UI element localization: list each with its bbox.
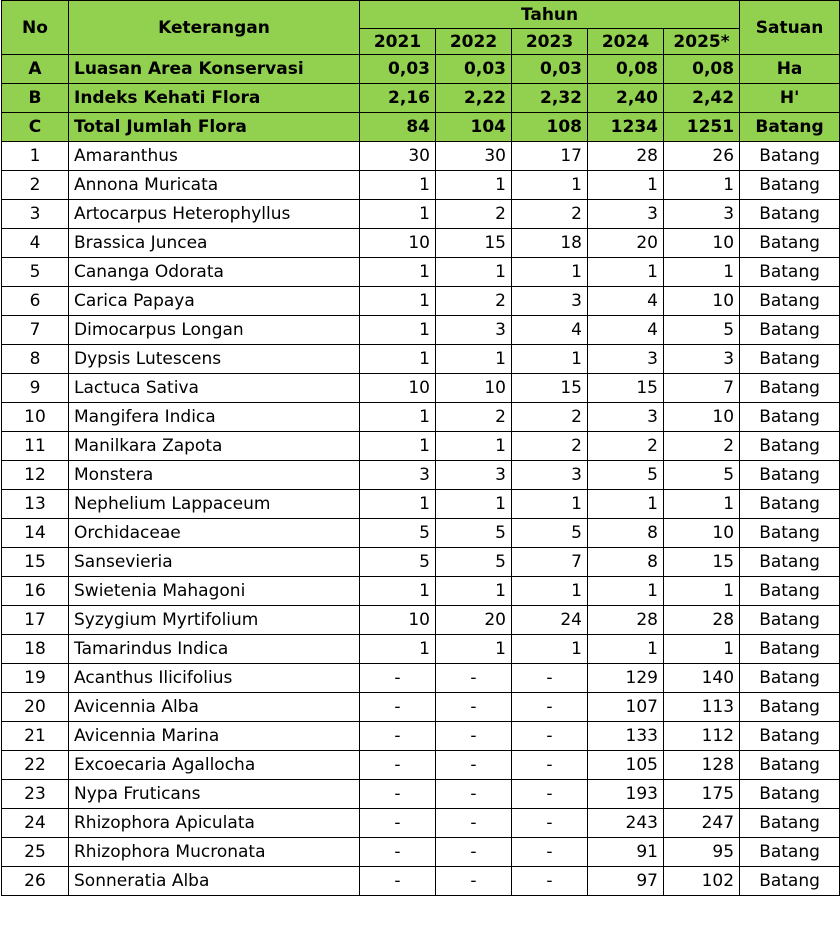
row-description: Nephelium Lappaceum (69, 490, 360, 519)
row-value: - (360, 780, 436, 809)
row-description: Sonneratia Alba (69, 867, 360, 896)
row-value: - (360, 867, 436, 896)
row-value: 10 (664, 403, 740, 432)
row-value: 3 (664, 200, 740, 229)
row-value: 1 (360, 287, 436, 316)
row-unit: Batang (740, 403, 840, 432)
row-value: 5 (664, 316, 740, 345)
flora-table (1, 0, 840, 896)
row-value: 30 (436, 142, 512, 171)
row-value: 26 (664, 142, 740, 171)
row-value: 1 (436, 635, 512, 664)
row-number: 20 (2, 693, 69, 722)
row-unit: Batang (740, 548, 840, 577)
row-value: 1 (360, 345, 436, 374)
row-value: 8 (588, 548, 664, 577)
row-value: 1 (436, 432, 512, 461)
row-number: 18 (2, 635, 69, 664)
species-body (2, 142, 840, 896)
row-value: 1 (588, 577, 664, 606)
row-unit: Batang (740, 693, 840, 722)
table-row (2, 461, 840, 490)
row-value: - (436, 693, 512, 722)
row-description: Syzygium Myrtifolium (69, 606, 360, 635)
row-value: 0,03 (360, 55, 436, 84)
row-value: 5 (436, 548, 512, 577)
row-unit: Batang (740, 606, 840, 635)
table-row (2, 142, 840, 171)
row-value: 1 (360, 635, 436, 664)
row-value: 5 (512, 519, 588, 548)
row-description: Dimocarpus Longan (69, 316, 360, 345)
row-value: - (436, 780, 512, 809)
row-description: Total Jumlah Flora (69, 113, 360, 142)
row-value: 1 (664, 635, 740, 664)
row-value: - (512, 867, 588, 896)
header-no: No (2, 1, 69, 55)
row-unit: Batang (740, 780, 840, 809)
row-value: 2 (436, 287, 512, 316)
row-value: 4 (588, 287, 664, 316)
header-keterangan: Keterangan (69, 1, 360, 55)
row-number: 15 (2, 548, 69, 577)
row-number: 2 (2, 171, 69, 200)
row-number: 8 (2, 345, 69, 374)
row-description: Indeks Kehati Flora (69, 84, 360, 113)
row-description: Amaranthus (69, 142, 360, 171)
row-unit: Batang (740, 200, 840, 229)
row-unit: Batang (740, 345, 840, 374)
row-value: 2 (512, 200, 588, 229)
table-row (2, 548, 840, 577)
row-value: 1 (360, 316, 436, 345)
row-unit: Batang (740, 751, 840, 780)
row-number: 21 (2, 722, 69, 751)
row-value: 1 (588, 171, 664, 200)
row-value: 5 (436, 519, 512, 548)
row-value: - (512, 664, 588, 693)
row-value: 1 (360, 577, 436, 606)
row-description: Brassica Juncea (69, 229, 360, 258)
row-value: 2,42 (664, 84, 740, 113)
row-description: Sansevieria (69, 548, 360, 577)
row-value: - (436, 664, 512, 693)
table-row (2, 635, 840, 664)
table-row (2, 577, 840, 606)
row-value: 15 (664, 548, 740, 577)
row-value: 112 (664, 722, 740, 751)
row-value: 113 (664, 693, 740, 722)
row-value: 3 (588, 200, 664, 229)
row-value: 5 (360, 519, 436, 548)
row-unit: Batang (740, 316, 840, 345)
row-value: 2 (664, 432, 740, 461)
row-unit: Batang (740, 113, 840, 142)
row-description: Rhizophora Apiculata (69, 809, 360, 838)
table-row (2, 693, 840, 722)
table-row (2, 519, 840, 548)
row-value: 28 (588, 606, 664, 635)
row-value: 15 (588, 374, 664, 403)
row-unit: Batang (740, 519, 840, 548)
row-value: 243 (588, 809, 664, 838)
row-value: 247 (664, 809, 740, 838)
table-row (2, 345, 840, 374)
row-value: 97 (588, 867, 664, 896)
table-row (2, 374, 840, 403)
row-unit: Batang (740, 171, 840, 200)
row-value: 3 (512, 461, 588, 490)
row-value: 1 (436, 345, 512, 374)
row-value: 7 (512, 548, 588, 577)
table-row (2, 490, 840, 519)
row-number: 4 (2, 229, 69, 258)
row-value: 18 (512, 229, 588, 258)
table-row (2, 838, 840, 867)
row-value: 129 (588, 664, 664, 693)
table-row (2, 722, 840, 751)
row-unit: Batang (740, 432, 840, 461)
row-value: 0,03 (512, 55, 588, 84)
row-description: Swietenia Mahagoni (69, 577, 360, 606)
row-value: 1 (588, 490, 664, 519)
table-row (2, 171, 840, 200)
row-value: 1 (664, 171, 740, 200)
row-description: Excoecaria Agallocha (69, 751, 360, 780)
row-number: 13 (2, 490, 69, 519)
row-value: 4 (588, 316, 664, 345)
row-value: 1 (360, 258, 436, 287)
row-number: 19 (2, 664, 69, 693)
row-value: 1 (664, 258, 740, 287)
row-description: Cananga Odorata (69, 258, 360, 287)
row-value: 1 (664, 577, 740, 606)
table-row (2, 809, 840, 838)
row-value: 1 (360, 200, 436, 229)
row-value: - (512, 780, 588, 809)
row-value: 1234 (588, 113, 664, 142)
header-year-2024: 2024 (588, 29, 664, 55)
row-number: 23 (2, 780, 69, 809)
row-value: 102 (664, 867, 740, 896)
row-value: - (360, 722, 436, 751)
row-value: 15 (512, 374, 588, 403)
row-value: 15 (436, 229, 512, 258)
row-value: 2,32 (512, 84, 588, 113)
row-value: 10 (360, 229, 436, 258)
row-unit: Batang (740, 229, 840, 258)
header-satuan: Satuan (740, 1, 840, 55)
table-row (2, 258, 840, 287)
row-number: A (2, 55, 69, 84)
row-value: 1 (436, 490, 512, 519)
row-value: - (436, 867, 512, 896)
row-unit: Batang (740, 635, 840, 664)
row-number: 1 (2, 142, 69, 171)
row-value: - (436, 751, 512, 780)
row-value: 95 (664, 838, 740, 867)
row-value: 7 (664, 374, 740, 403)
row-value: 2,22 (436, 84, 512, 113)
row-description: Mangifera Indica (69, 403, 360, 432)
row-value: 0,08 (588, 55, 664, 84)
row-value: 2 (436, 200, 512, 229)
row-value: - (360, 751, 436, 780)
row-value: 3 (436, 316, 512, 345)
row-description: Monstera (69, 461, 360, 490)
row-value: - (512, 809, 588, 838)
table-row (2, 780, 840, 809)
row-value: 1 (512, 577, 588, 606)
table-row (2, 229, 840, 258)
header-tahun: Tahun (360, 1, 740, 29)
row-value: - (512, 722, 588, 751)
row-unit: Batang (740, 664, 840, 693)
row-unit: Batang (740, 287, 840, 316)
row-number: 6 (2, 287, 69, 316)
row-value: 1 (360, 403, 436, 432)
row-description: Orchidaceae (69, 519, 360, 548)
row-value: - (360, 664, 436, 693)
row-value: 2 (436, 403, 512, 432)
table-row (2, 606, 840, 635)
table-row (2, 664, 840, 693)
row-value: 10 (436, 374, 512, 403)
row-number: 25 (2, 838, 69, 867)
row-number: B (2, 84, 69, 113)
row-value: - (512, 693, 588, 722)
row-value: 193 (588, 780, 664, 809)
row-value: 2 (588, 432, 664, 461)
row-value: 30 (360, 142, 436, 171)
row-value: 2 (512, 432, 588, 461)
row-value: 1 (588, 258, 664, 287)
row-number: 10 (2, 403, 69, 432)
summary-row (2, 113, 840, 142)
row-value: 3 (436, 461, 512, 490)
header-year-2023: 2023 (512, 29, 588, 55)
row-number: 24 (2, 809, 69, 838)
row-value: 175 (664, 780, 740, 809)
row-unit: Batang (740, 461, 840, 490)
row-value: - (436, 809, 512, 838)
row-description: Artocarpus Heterophyllus (69, 200, 360, 229)
row-value: 1 (512, 345, 588, 374)
row-value: 2 (512, 403, 588, 432)
row-value: 108 (512, 113, 588, 142)
row-value: 20 (588, 229, 664, 258)
summary-row (2, 55, 840, 84)
row-number: 12 (2, 461, 69, 490)
row-value: 1251 (664, 113, 740, 142)
row-value: - (512, 838, 588, 867)
row-value: 0,08 (664, 55, 740, 84)
row-unit: Batang (740, 142, 840, 171)
row-value: 1 (588, 635, 664, 664)
summary-body (2, 55, 840, 142)
row-value: 107 (588, 693, 664, 722)
row-value: 3 (360, 461, 436, 490)
row-value: 10 (360, 374, 436, 403)
row-value: 1 (436, 171, 512, 200)
row-value: 1 (360, 432, 436, 461)
row-unit: H' (740, 84, 840, 113)
row-description: Avicennia Marina (69, 722, 360, 751)
row-unit: Batang (740, 809, 840, 838)
table-row (2, 287, 840, 316)
row-value: - (360, 809, 436, 838)
table-header (2, 1, 840, 55)
row-value: - (360, 693, 436, 722)
row-value: - (436, 722, 512, 751)
row-value: 5 (588, 461, 664, 490)
row-value: 20 (436, 606, 512, 635)
row-value: - (512, 751, 588, 780)
row-description: Nypa Fruticans (69, 780, 360, 809)
row-number: 11 (2, 432, 69, 461)
row-value: 1 (512, 258, 588, 287)
row-description: Luasan Area Konservasi (69, 55, 360, 84)
row-value: 2,40 (588, 84, 664, 113)
row-value: 133 (588, 722, 664, 751)
row-unit: Batang (740, 374, 840, 403)
row-number: 9 (2, 374, 69, 403)
table-row (2, 867, 840, 896)
row-number: 14 (2, 519, 69, 548)
table-row (2, 403, 840, 432)
row-value: 28 (588, 142, 664, 171)
table-row (2, 432, 840, 461)
row-value: 1 (512, 635, 588, 664)
row-description: Lactuca Sativa (69, 374, 360, 403)
row-value: 1 (360, 490, 436, 519)
row-value: 10 (664, 229, 740, 258)
row-description: Avicennia Alba (69, 693, 360, 722)
row-value: 10 (664, 287, 740, 316)
row-value: 140 (664, 664, 740, 693)
row-value: 3 (588, 403, 664, 432)
row-number: 3 (2, 200, 69, 229)
row-description: Rhizophora Mucronata (69, 838, 360, 867)
row-value: 91 (588, 838, 664, 867)
row-value: 1 (512, 171, 588, 200)
row-number: 7 (2, 316, 69, 345)
row-description: Annona Muricata (69, 171, 360, 200)
row-unit: Batang (740, 722, 840, 751)
row-value: - (360, 838, 436, 867)
row-value: 105 (588, 751, 664, 780)
row-description: Acanthus Ilicifolius (69, 664, 360, 693)
row-unit: Batang (740, 577, 840, 606)
header-year-2022: 2022 (436, 29, 512, 55)
row-number: 22 (2, 751, 69, 780)
row-value: 17 (512, 142, 588, 171)
table-row (2, 316, 840, 345)
row-value: 3 (588, 345, 664, 374)
row-value: 0,03 (436, 55, 512, 84)
summary-row (2, 84, 840, 113)
row-value: 5 (664, 461, 740, 490)
row-number: 5 (2, 258, 69, 287)
row-description: Carica Papaya (69, 287, 360, 316)
row-value: 24 (512, 606, 588, 635)
table-row (2, 751, 840, 780)
row-unit: Batang (740, 258, 840, 287)
row-unit: Batang (740, 867, 840, 896)
row-value: 8 (588, 519, 664, 548)
row-value: 1 (360, 171, 436, 200)
row-value: 28 (664, 606, 740, 635)
row-description: Manilkara Zapota (69, 432, 360, 461)
header-year-2021: 2021 (360, 29, 436, 55)
row-value: 3 (512, 287, 588, 316)
row-number: 16 (2, 577, 69, 606)
row-value: - (436, 838, 512, 867)
row-value: 1 (436, 258, 512, 287)
row-value: 1 (436, 577, 512, 606)
table-row (2, 200, 840, 229)
row-value: 104 (436, 113, 512, 142)
row-value: 10 (360, 606, 436, 635)
header-year-2025: 2025* (664, 29, 740, 55)
row-number: 17 (2, 606, 69, 635)
row-value: 84 (360, 113, 436, 142)
row-unit: Ha (740, 55, 840, 84)
row-value: 4 (512, 316, 588, 345)
row-unit: Batang (740, 490, 840, 519)
row-value: 128 (664, 751, 740, 780)
row-unit: Batang (740, 838, 840, 867)
row-description: Tamarindus Indica (69, 635, 360, 664)
row-value: 1 (512, 490, 588, 519)
row-value: 3 (664, 345, 740, 374)
row-value: 2,16 (360, 84, 436, 113)
row-value: 5 (360, 548, 436, 577)
row-description: Dypsis Lutescens (69, 345, 360, 374)
row-value: 1 (664, 490, 740, 519)
row-value: 10 (664, 519, 740, 548)
row-number: C (2, 113, 69, 142)
row-number: 26 (2, 867, 69, 896)
